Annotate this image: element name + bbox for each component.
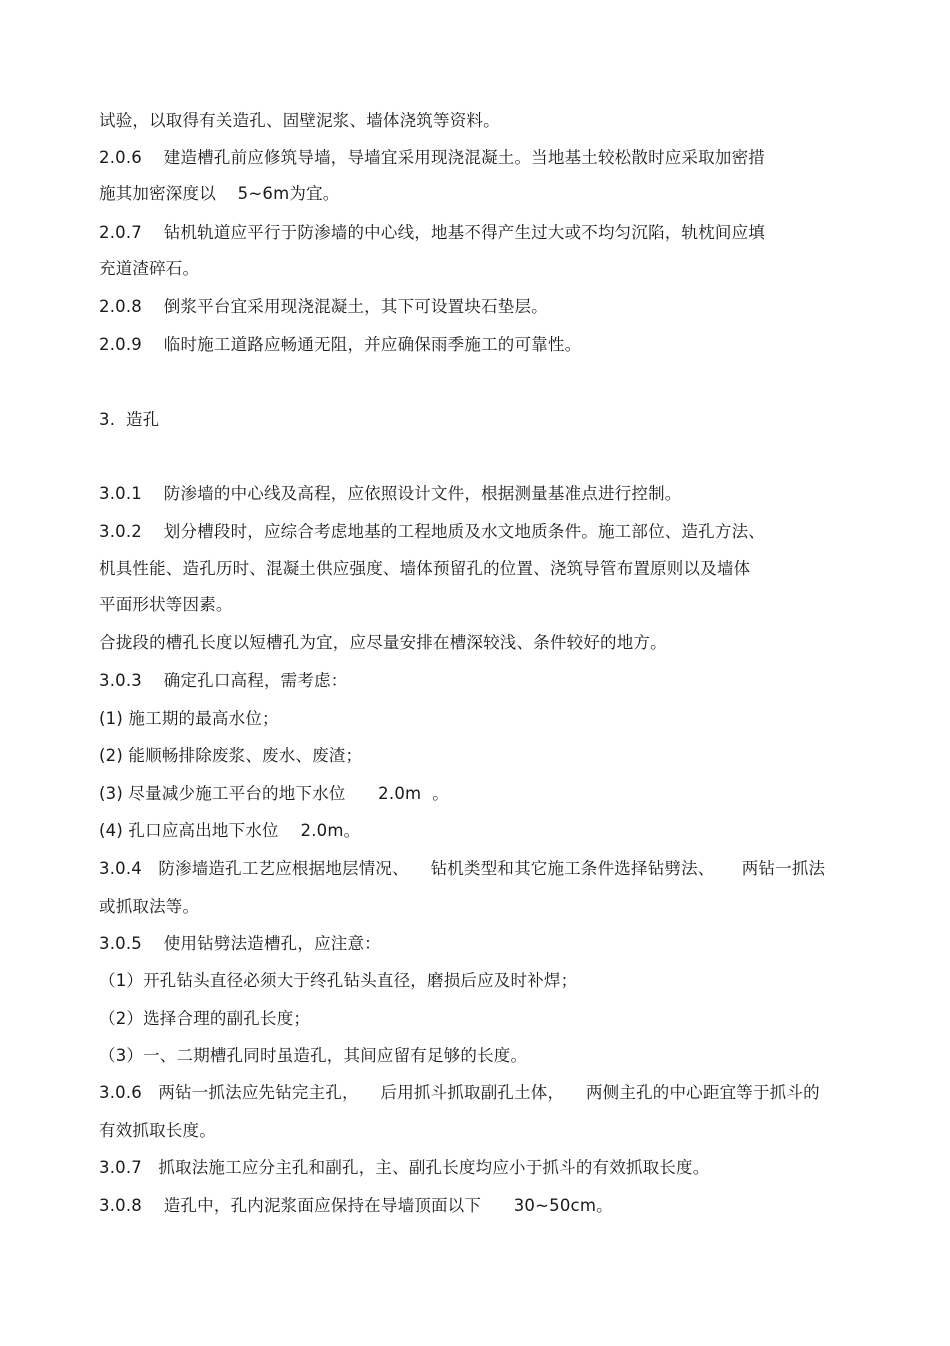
clause-3-0-6: 3.0.6 两钻一抓法应先钻完主孔， 后用抓斗抓取副孔土体， 两侧主孔的中心距宜等于抓斗的 [99,1083,820,1102]
clause-3-0-5-item-3: （3）一、二期槽孔同时虽造孔，其间应留有足够的长度。 [99,1046,528,1065]
clause-2-0-6-cont: 施其加密深度以 5~6m为宜。 [99,184,340,203]
clause-3-0-2: 3.0.2 划分槽段时，应综合考虑地基的工程地质及水文地质条件。施工部位、造孔方法、 [99,522,765,541]
clause-3-0-3-item-4: (4) 孔口应高出地下水位 2.0m。 [99,821,361,840]
clause-3-0-3-item-1: (1) 施工期的最高水位； [99,709,279,728]
closure-segment-note: 合拢段的槽孔长度以短槽孔为宜，应尽量安排在槽深较浅、条件较好的地方。 [99,633,667,652]
section-heading-3: 3. 造孔 [99,410,160,429]
clause-3-0-1: 3.0.1 防渗墙的中心线及高程，应依照设计文件，根据测量基准点进行控制。 [99,484,682,503]
clause-2-0-6: 2.0.6 建造槽孔前应修筑导墙，导墙宜采用现浇混凝土。当地基土较松散时应采取加密措 [99,148,765,167]
clause-3-0-4: 3.0.4 防渗墙造孔工艺应根据地层情况、 钻机类型和其它施工条件选择钻劈法、 两钻一抓法 [99,859,826,878]
clause-3-0-3: 3.0.3 确定孔口高程，需考虑： [99,671,348,690]
clause-2-0-9: 2.0.9 临时施工道路应畅通无阻，并应确保雨季施工的可靠性。 [99,335,582,354]
clause-3-0-5-item-1: （1）开孔钻头直径必须大于终孔钻头直径，磨损后应及时补焊； [99,971,578,990]
clause-3-0-6-cont: 有效抓取长度。 [99,1121,216,1140]
clause-3-0-8: 3.0.8 造孔中，孔内泥浆面应保持在导墙顶面以下 30~50cm。 [99,1196,613,1215]
clause-3-0-5-item-2: （2）选择合理的副孔长度； [99,1009,311,1028]
clause-2-0-7: 2.0.7 钻机轨道应平行于防渗墙的中心线，地基不得产生过大或不均匀沉陷，轨枕间应填 [99,223,765,242]
clause-3-0-5: 3.0.5 使用钻劈法造槽孔，应注意： [99,934,381,953]
clause-3-0-3-item-2: (2) 能顺畅排除废浆、废水、废渣； [99,746,363,765]
clause-3-0-4-cont: 或抓取法等。 [99,897,200,916]
clause-3-0-7: 3.0.7 抓取法施工应分主孔和副孔，主、副孔长度均应小于抓斗的有效抓取长度。 [99,1158,710,1177]
text-line-continuation: 试验，以取得有关造孔、固壁泥浆、墙体浇筑等资料。 [99,111,500,130]
clause-3-0-3-item-3: (3) 尽量减少施工平台的地下水位 2.0m 。 [99,784,449,803]
clause-2-0-7-cont: 充道渣碎石。 [99,259,200,278]
clause-3-0-2-cont-1: 机具性能、造孔历时、混凝土供应强度、墙体预留孔的位置、浇筑导管布置原则以及墙体 [99,559,751,578]
clause-3-0-2-cont-2: 平面形状等因素。 [99,595,233,614]
clause-2-0-8: 2.0.8 倒浆平台宜采用现浇混凝土，其下可设置块石垫层。 [99,297,548,316]
